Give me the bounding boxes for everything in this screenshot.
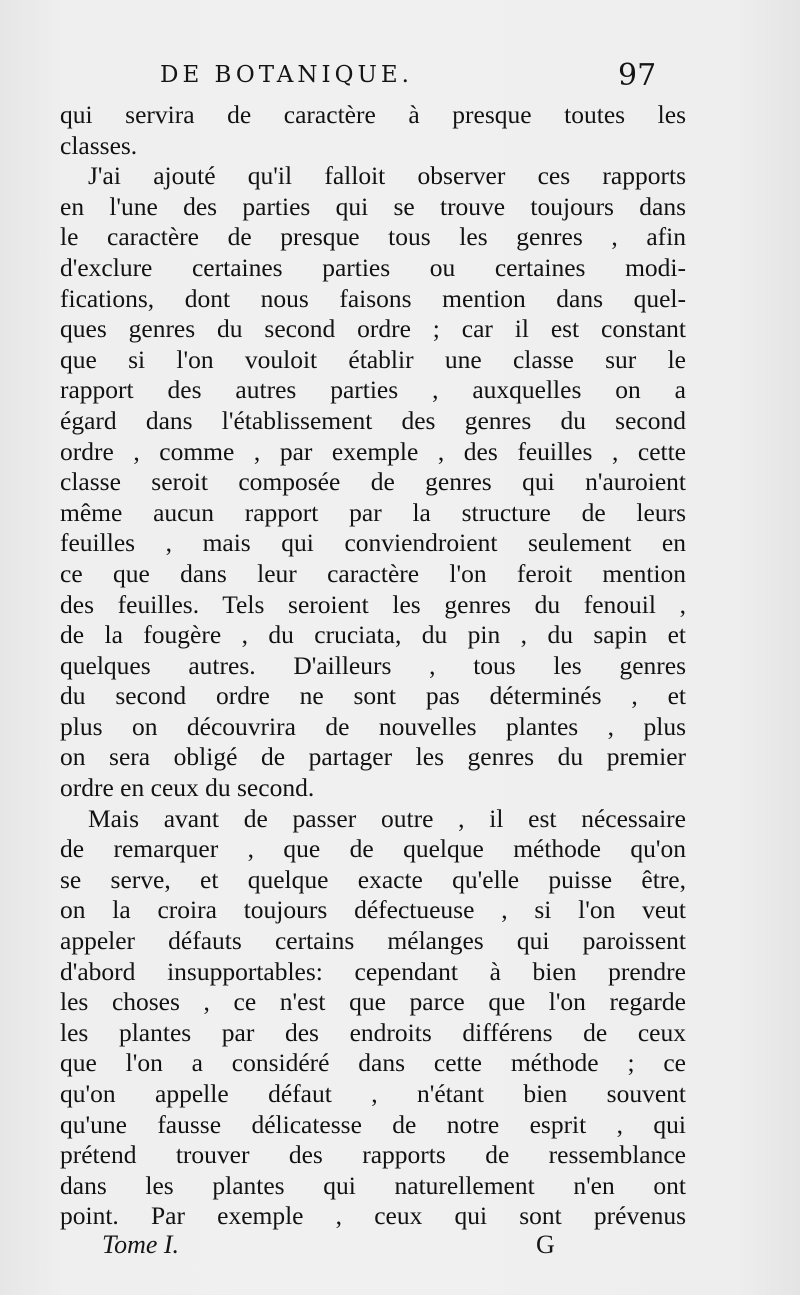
text-line: qu'on appelle défaut , n'étant bien souvent bbox=[60, 1079, 686, 1108]
text-line: classes. bbox=[60, 130, 138, 160]
running-title: DE BOTANIQUE. bbox=[160, 62, 413, 88]
text-line: rapport des autres parties , auxquelles on a bbox=[60, 375, 686, 405]
page-footer bbox=[0, 1230, 800, 1270]
text-line: ce que dans leur caractère l'on feroit mention bbox=[60, 558, 686, 588]
text-line: prétend trouver des rapports de ressemblance bbox=[60, 1140, 686, 1170]
text-line: fications, dont nous faisons mention dans quel- bbox=[60, 283, 686, 313]
text-line: feuilles , mais qui conviendroient seulement en bbox=[60, 528, 686, 558]
text-line: du second ordre ne sont pas déterminés , et bbox=[60, 681, 686, 711]
page-number: 97 bbox=[618, 58, 657, 93]
text-line: les choses , ce n'est que parce que l'on regarde bbox=[60, 987, 686, 1017]
text-line: de remarquer , que de quelque méthode qu'on bbox=[60, 834, 686, 864]
volume-label: Tome I. bbox=[102, 1230, 180, 1259]
text-line: appeler défauts certains mélanges qui paroissent bbox=[60, 926, 686, 956]
text-line: se serve, et quelque exacte qu'elle puisse être, bbox=[60, 864, 686, 894]
text-line: classe seroit composée de genres qui n'auroient bbox=[60, 467, 686, 497]
text-line: qu'une fausse délicatesse de notre esprit , qui bbox=[60, 1109, 686, 1139]
text-line: que si l'on vouloit établir une classe sur le bbox=[60, 344, 686, 374]
text-line: d'exclure certaines parties ou certaines modi- bbox=[60, 252, 686, 282]
text-line: qui servira de caractère à presque toutes les bbox=[60, 100, 686, 129]
text-line: quelques autres. D'ailleurs , tous les genres bbox=[60, 650, 686, 680]
text-line: que l'on a considéré dans cette méthode ; ce bbox=[60, 1048, 686, 1078]
signature-mark: G bbox=[536, 1230, 555, 1259]
text-line: ordre , comme , par exemple , des feuilles , cette bbox=[60, 436, 686, 466]
text-line: point. Par exemple , ceux qui sont prévenus bbox=[60, 1201, 686, 1231]
text-line: des feuilles. Tels seroient les genres du fenouil , bbox=[60, 589, 686, 619]
text-line: Mais avant de passer outre , il est nécessaire bbox=[88, 803, 686, 833]
text-line: on sera obligé de partager les genres du premier bbox=[60, 742, 686, 772]
text-line: plus on découvrira de nouvelles plantes , plus bbox=[60, 711, 686, 741]
body-text bbox=[60, 100, 686, 1232]
text-line: même aucun rapport par la structure de leurs bbox=[60, 497, 686, 527]
text-line: d'abord insupportables: cependant à bien prendre bbox=[60, 956, 686, 986]
text-line: dans les plantes qui naturellement n'en ont bbox=[60, 1170, 686, 1200]
text-line: égard dans l'établissement des genres du second bbox=[60, 405, 686, 435]
text-line: ordre en ceux du second. bbox=[60, 773, 315, 803]
text-line: de la fougère , du cruciata, du pin , du sapin et bbox=[60, 620, 686, 650]
page-header bbox=[0, 58, 800, 102]
text-line: J'ai ajouté qu'il falloit observer ces rapports bbox=[88, 161, 686, 191]
text-line: ques genres du second ordre ; car il est constant bbox=[60, 314, 686, 344]
text-line: les plantes par des endroits différens de ceux bbox=[60, 1017, 686, 1047]
text-line: en l'une des parties qui se trouve toujours dans bbox=[60, 191, 686, 221]
text-line: le caractère de presque tous les genres , afin bbox=[60, 222, 686, 252]
text-line: on la croira toujours défectueuse , si l'on veut bbox=[60, 895, 686, 925]
